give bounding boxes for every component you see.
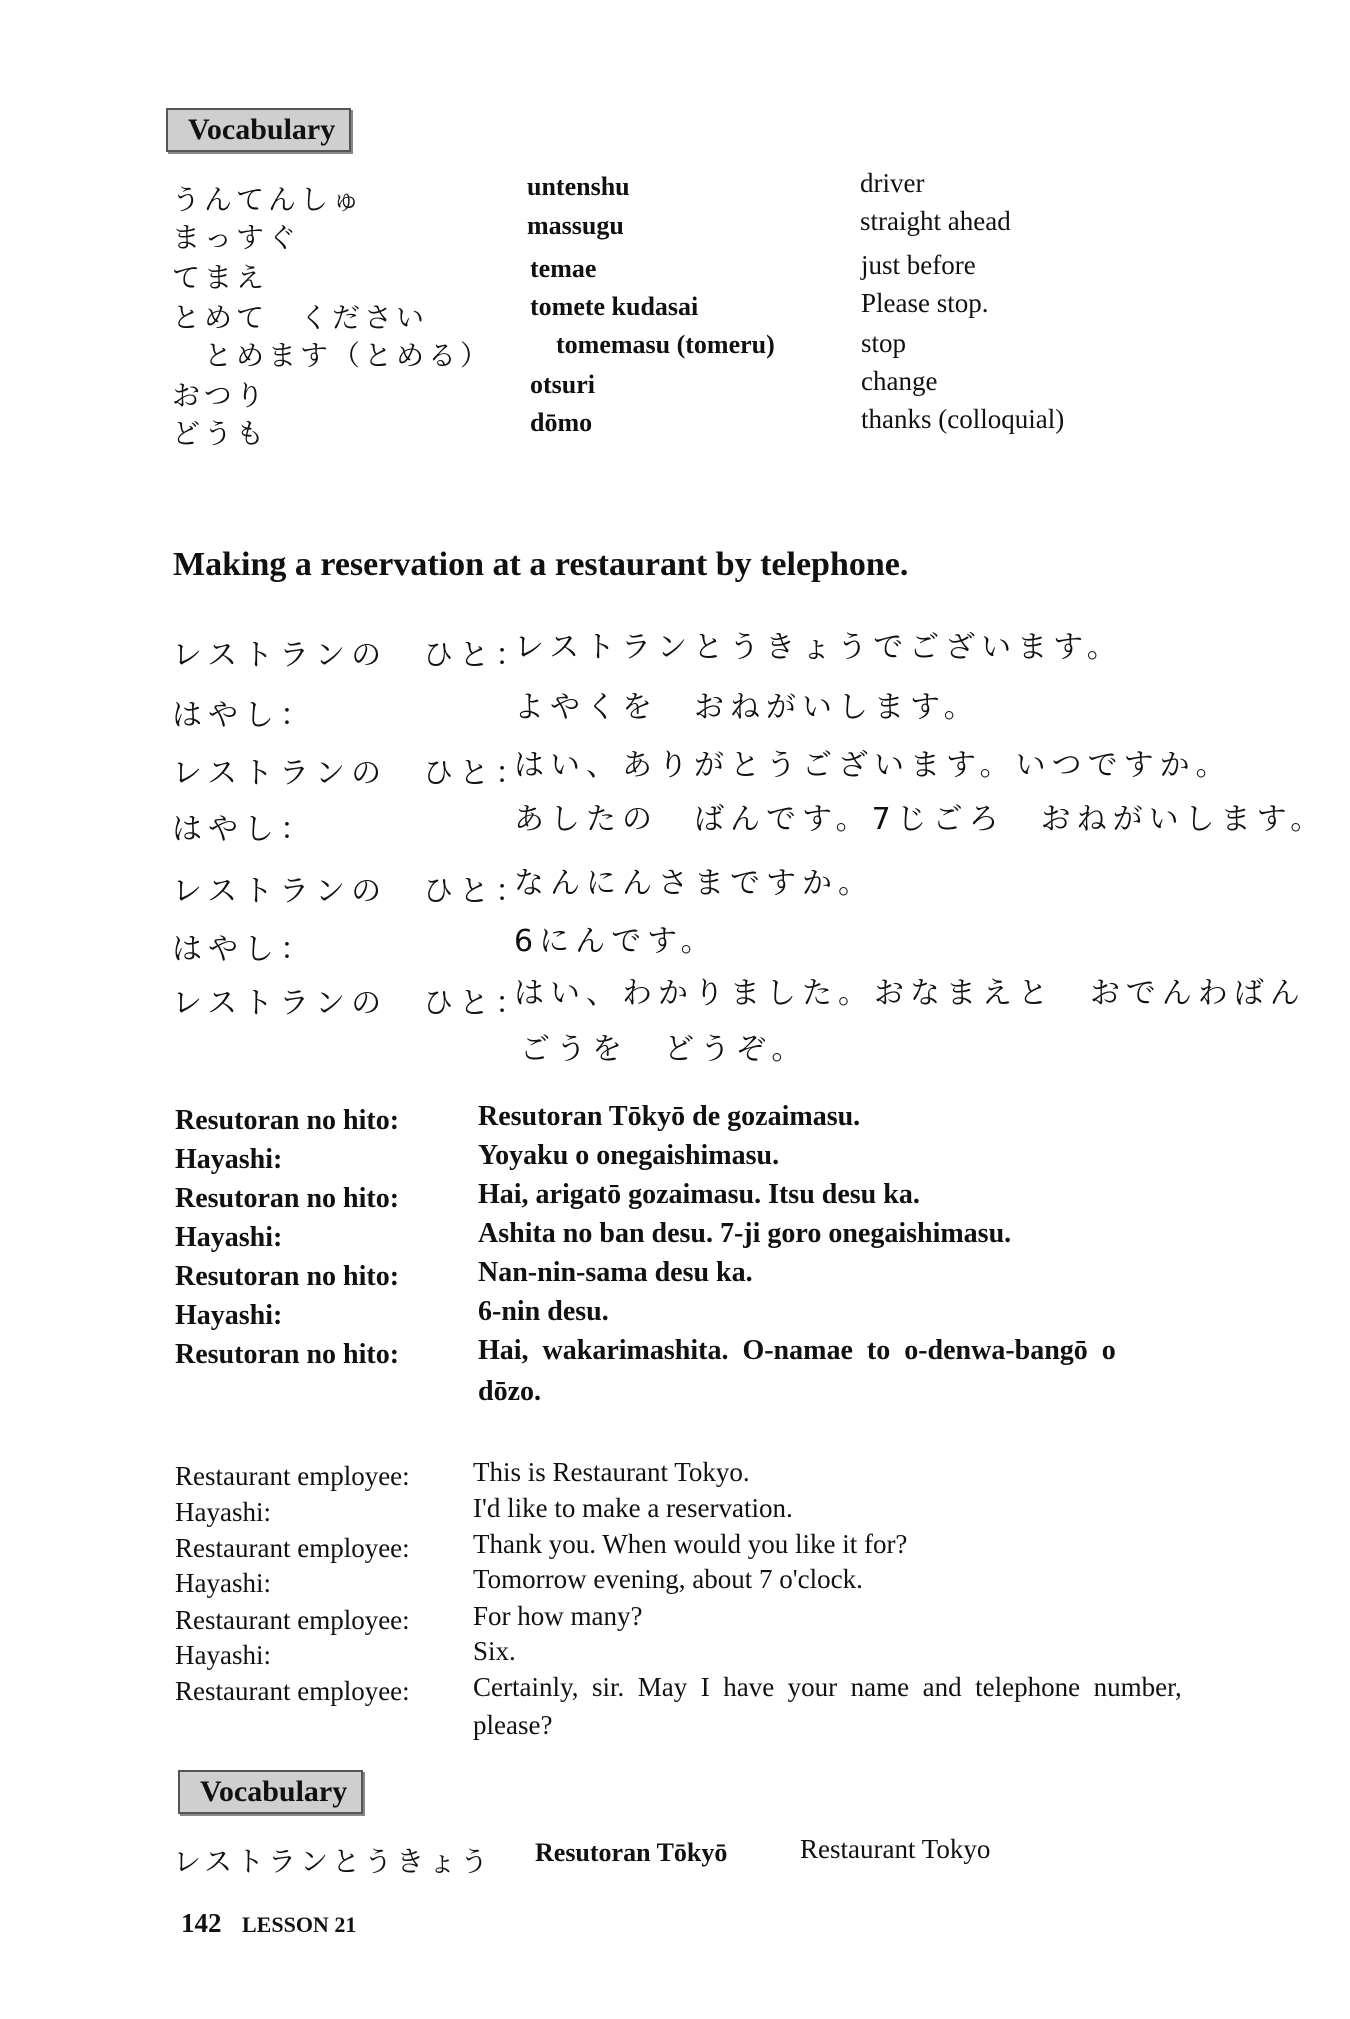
utterance: はい、わかりました。おなまえと おでんわばん <box>514 976 1306 1011</box>
utterance: ごうを どうぞ。 <box>520 1032 808 1067</box>
vocabulary-title: Vocabulary <box>188 113 336 146</box>
page-number: 142 <box>181 1908 222 1938</box>
speaker: Resutoran no hito: <box>175 1339 400 1370</box>
speaker: Hayashi: <box>175 1497 271 1527</box>
speaker: Hayashi: <box>175 1144 283 1175</box>
vocab-romaji: Resutoran Tōkyō <box>535 1838 728 1867</box>
vocab-english: stop <box>861 328 907 358</box>
vocab-japanese: どうも <box>172 417 269 450</box>
section-heading: Making a reservation at a restaurant by telephone. <box>173 546 909 583</box>
vocab-japanese: まっすぐ <box>172 221 301 254</box>
vocab-romaji: untenshu <box>527 172 630 201</box>
speaker: レストランの ひと： <box>172 874 532 909</box>
speaker: Restaurant employee: <box>175 1461 410 1491</box>
vocabulary-heading-box <box>178 1770 363 1814</box>
vocabulary-title: Vocabulary <box>200 1775 348 1808</box>
speaker: Hayashi: <box>175 1568 271 1598</box>
vocab-romaji: dōmo <box>530 408 593 437</box>
vocab-romaji: tomemasu (tomeru) <box>556 330 775 359</box>
utterance: 6にんです。 <box>514 924 717 959</box>
speaker: Restaurant employee: <box>175 1533 410 1563</box>
utterance: なんにんさまですか。 <box>514 866 874 901</box>
vocab-english: thanks (colloquial) <box>861 404 1065 434</box>
utterance: Hai, wakarimashita. O-namae to o-denwa-bangō o <box>478 1335 1116 1366</box>
utterance: Tomorrow evening, about 7 o'clock. <box>473 1564 863 1594</box>
speaker: はやし： <box>172 812 316 847</box>
vocab-japanese: うんてんしゅ <box>172 183 365 216</box>
utterance: For how many? <box>473 1601 643 1631</box>
speaker: レストランの ひと： <box>172 986 532 1021</box>
utterance: Ashita no ban desu. 7-ji goro onegaishimasu. <box>478 1218 1012 1249</box>
vocabulary-heading-box <box>166 108 351 152</box>
vocab-english: driver <box>860 168 925 198</box>
vocab-japanese: レストランとうきょう <box>173 1845 493 1878</box>
utterance: レストランとうきょうでございます。 <box>514 630 1123 665</box>
vocab-romaji: massugu <box>527 211 624 240</box>
speaker: Resutoran no hito: <box>175 1105 400 1136</box>
vocab-romaji: tomete kudasai <box>530 292 699 321</box>
vocab-japanese: てまえ <box>172 261 269 294</box>
vocab-romaji: temae <box>530 254 597 283</box>
speaker: Hayashi: <box>175 1222 283 1253</box>
vocab-english: just before <box>861 250 976 280</box>
speaker: Resutoran no hito: <box>175 1261 400 1292</box>
utterance: 6-nin desu. <box>478 1296 609 1327</box>
utterance: よやくを おねがいします。 <box>514 690 980 725</box>
speaker: Resutoran no hito: <box>175 1183 400 1214</box>
utterance: Six. <box>473 1636 516 1666</box>
utterance: Yoyaku o onegaishimasu. <box>478 1140 780 1171</box>
lesson-label: LESSON 21 <box>242 1912 357 1937</box>
speaker: レストランの ひと： <box>172 638 532 673</box>
speaker: Hayashi: <box>175 1640 271 1670</box>
vocab-japanese: とめて ください <box>172 301 429 334</box>
vocab-english: change <box>861 366 938 396</box>
utterance: please? <box>473 1710 553 1740</box>
vocab-japanese: とめます（とめる） <box>204 339 493 372</box>
speaker: はやし： <box>172 932 316 967</box>
vocab-japanese: おつり <box>172 379 268 412</box>
utterance: Hai, arigatō gozaimasu. Itsu desu ka. <box>478 1179 920 1210</box>
utterance: This is Restaurant Tokyo. <box>473 1457 750 1487</box>
vocab-romaji: otsuri <box>530 370 595 399</box>
speaker: Restaurant employee: <box>175 1676 410 1706</box>
speaker: レストランの ひと： <box>172 756 532 791</box>
vocab-english: Restaurant Tokyo <box>800 1834 991 1864</box>
speaker: Hayashi: <box>175 1300 283 1331</box>
vocab-english: straight ahead <box>860 206 1011 236</box>
utterance: Thank you. When would you like it for? <box>473 1529 908 1559</box>
utterance: Resutoran Tōkyō de gozaimasu. <box>478 1101 861 1132</box>
speaker: はやし： <box>172 698 316 733</box>
utterance: Nan-nin-sama desu ka. <box>478 1257 753 1288</box>
speaker: Restaurant employee: <box>175 1605 410 1635</box>
utterance: I'd like to make a reservation. <box>473 1493 793 1523</box>
utterance: Certainly, sir. May I have your name and telephone number, <box>473 1672 1182 1702</box>
utterance: あしたの ばんです。7じごろ おねがいします。 <box>514 802 1327 837</box>
vocab-english: Please stop. <box>861 288 989 318</box>
utterance: dōzo. <box>478 1376 541 1407</box>
utterance: はい、ありがとうございます。いつですか。 <box>514 748 1232 783</box>
